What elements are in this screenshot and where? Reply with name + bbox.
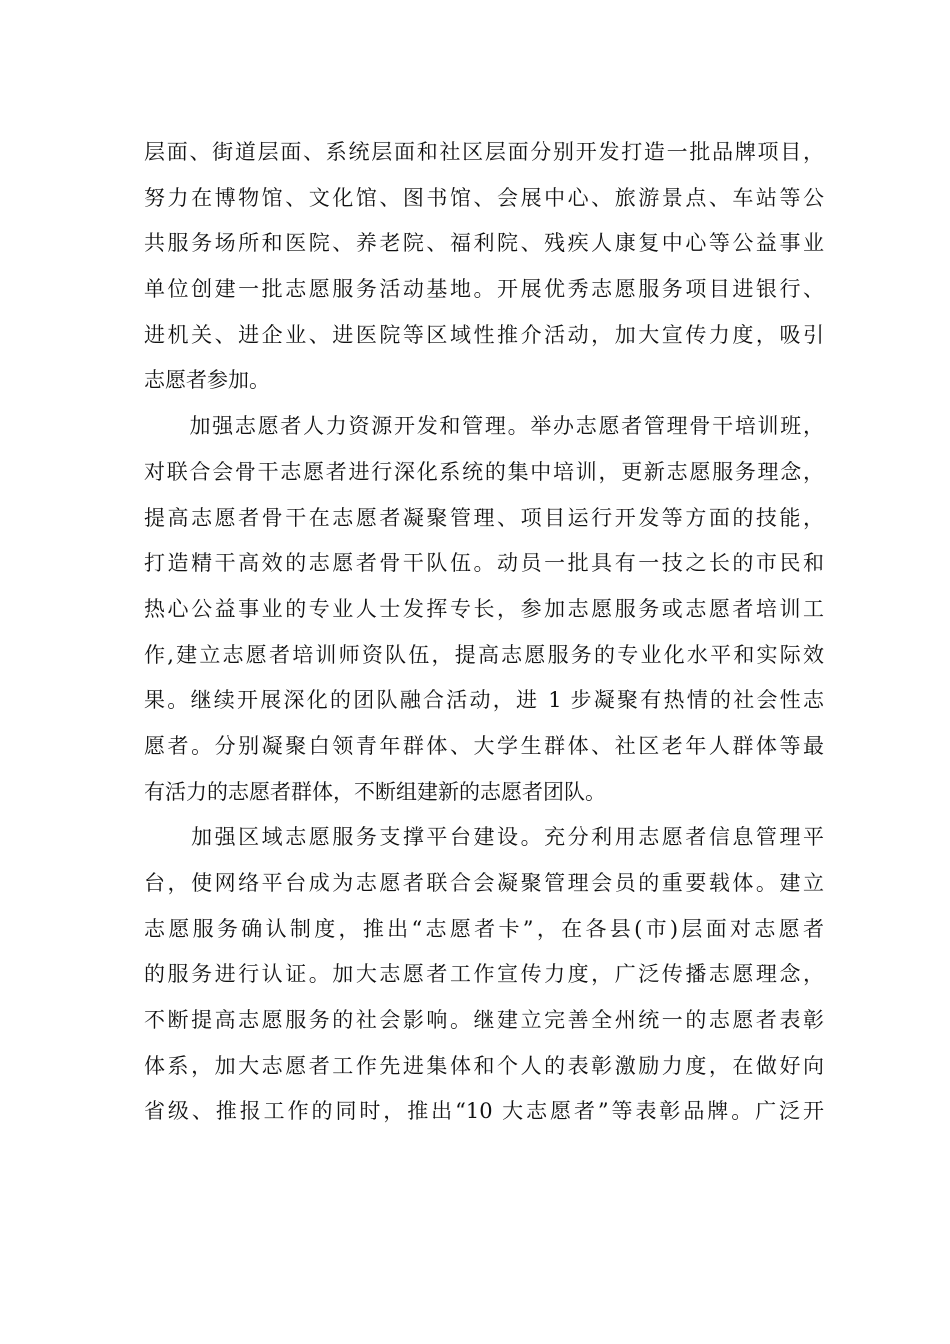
text-line: 对联合会骨干志愿者进行深化系统的集中培训，更新志愿服务理念， (144, 459, 824, 484)
text-line: 省级、推报工作的同时，推出“10 大志愿者”等表彰品牌。广泛开 (144, 1099, 824, 1124)
text-line: 进机关、进企业、进医院等区域性推介活动，加大宣传力度，吸引 (144, 322, 824, 347)
paragraph-1 (144, 130, 824, 404)
text-line: 热心公益事业的专业人士发挥专长，参加志愿服务或志愿者培训工 (144, 596, 824, 621)
paragraph-2 (144, 404, 824, 815)
text-line: 果。继续开展深化的团队融合活动，进 1 步凝聚有热情的社会性志 (144, 688, 824, 713)
paragraph-3 (144, 815, 824, 1135)
text-line: 体系，加大志愿者工作先进集体和个人的表彰激励力度，在做好向 (144, 1053, 824, 1078)
text-line: 志愿服务确认制度，推出“志愿者卡”，在各县(市)层面对志愿者 (144, 916, 824, 941)
text-line: 有活力的志愿者群体，不断组建新的志愿者团队。 (144, 779, 606, 804)
text-line: 打造精干高效的志愿者骨干队伍。动员一批具有一技之长的市民和 (144, 551, 824, 576)
document-body (144, 130, 824, 1135)
text-line: 的服务进行认证。加大志愿者工作宣传力度，广泛传播志愿理念， (144, 962, 824, 987)
text-line: 加强志愿者人力资源开发和管理。举办志愿者管理骨干培训班， (144, 414, 824, 439)
text-line: 共服务场所和医院、养老院、福利院、残疾人康复中心等公益事业 (144, 231, 824, 256)
text-line: 作,建立志愿者培训师资队伍，提高志愿服务的专业化水平和实际效 (144, 642, 824, 667)
text-line: 愿者。分别凝聚白领青年群体、大学生群体、社区老年人群体等最 (144, 733, 824, 758)
text-line: 加强区域志愿服务支撑平台建设。充分利用志愿者信息管理平 (144, 825, 824, 850)
text-line: 提高志愿者骨干在志愿者凝聚管理、项目运行开发等方面的技能， (144, 505, 824, 530)
text-line: 单位创建一批志愿服务活动基地。开展优秀志愿服务项目进银行、 (144, 277, 824, 302)
text-line: 层面、街道层面、系统层面和社区层面分别开发打造一批品牌项目， (144, 140, 824, 164)
text-line: 努力在博物馆、文化馆、图书馆、会展中心、旅游景点、车站等公 (144, 185, 824, 210)
text-line: 不断提高志愿服务的社会影响。继建立完善全州统一的志愿者表彰 (144, 1008, 824, 1033)
text-line: 台，使网络平台成为志愿者联合会凝聚管理会员的重要载体。建立 (144, 871, 824, 895)
text-line: 志愿者参加。 (144, 368, 270, 393)
